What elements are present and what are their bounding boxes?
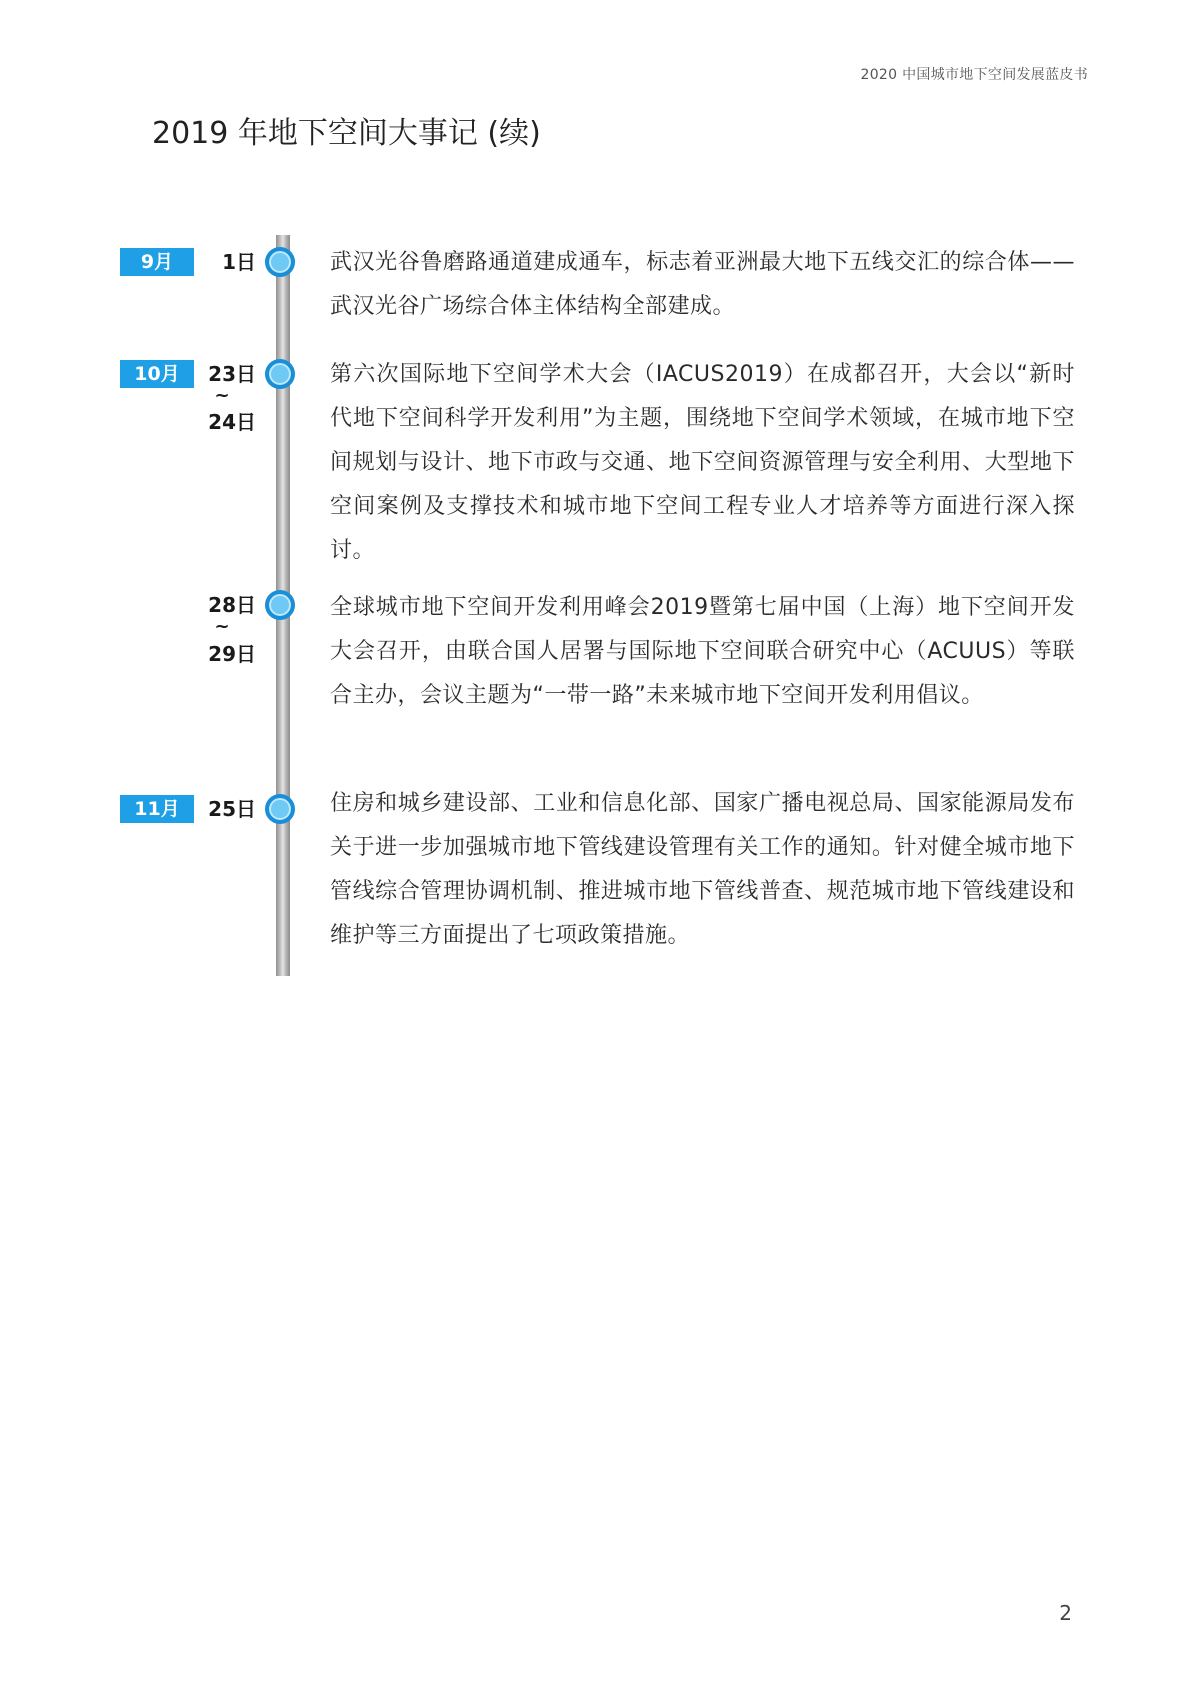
month-badge: 11月 — [120, 795, 194, 823]
date-range-tilde: ~ — [214, 616, 230, 637]
event-description: 武汉光谷鲁磨路通道建成通车，标志着亚洲最大地下五线交汇的综合体——武汉光谷广场综合体主体结构全部建成。 — [330, 250, 1075, 319]
event-date-start: 28日 — [208, 593, 256, 617]
month-badge: 9月 — [120, 248, 194, 276]
timeline-dot — [265, 359, 295, 389]
month-badge: 10月 — [120, 360, 194, 388]
event-description: 第六次国际地下空间学术大会（IACUS2019）在成都召开，大会以“新时代地下空间科学开发利用”为主题，围绕地下空间学术领域，在城市地下空间规划与设计、地下市政与交通、地下空间资源管理与安全利用、大型地下空间案例及支撑技术和城市地下空间工程专业人才培养等方面进行深入探讨。 — [330, 362, 1075, 563]
timeline-dot — [265, 590, 295, 620]
event-date: 25日 — [208, 797, 256, 821]
page-number: 2 — [1059, 1601, 1072, 1625]
page-title: 2019 年地下空间大事记 (续) — [152, 116, 541, 151]
event-date: 1日 — [222, 250, 256, 274]
event-date-end: 24日 — [208, 410, 256, 434]
header-title: 2020 中国城市地下空间发展蓝皮书 — [860, 67, 1088, 83]
event-date-start: 23日 — [208, 362, 256, 386]
date-range-tilde: ~ — [214, 385, 230, 406]
event-description: 住房和城乡建设部、工业和信息化部、国家广播电视总局、国家能源局发布关于进一步加强城市地下管线建设管理有关工作的通知。针对健全城市地下管线综合管理协调机制、推进城市地下管线普查、规范城市地下管线建设和维护等三方面提出了七项政策措施。 — [330, 791, 1075, 948]
timeline-dot — [265, 247, 295, 277]
event-description: 全球城市地下空间开发利用峰会2019暨第七届中国（上海）地下空间开发大会召开，由联合国人居署与国际地下空间联合研究中心（ACUUS）等联合主办，会议主题为“一带一路”未来城市地下空间开发利用倡议。 — [330, 595, 1075, 708]
timeline-dot — [265, 794, 295, 824]
event-date-end: 29日 — [208, 642, 256, 666]
